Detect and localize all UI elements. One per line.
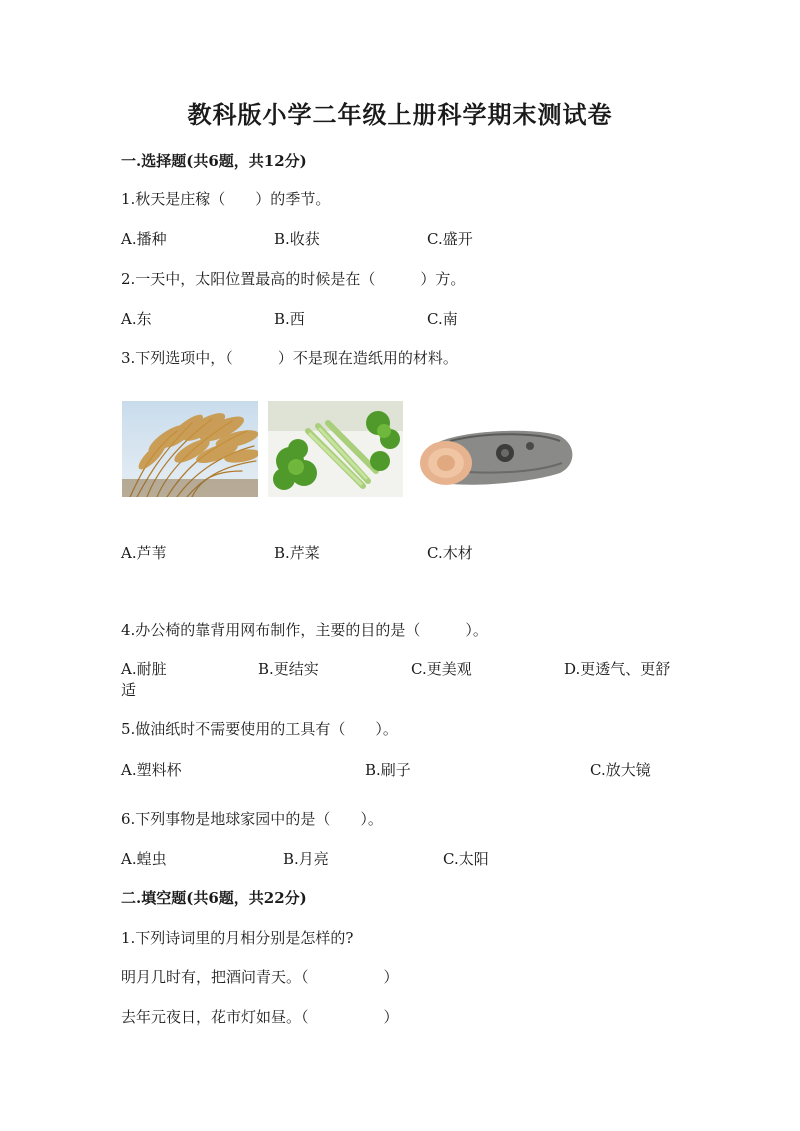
- option-a: A.东: [121, 310, 152, 328]
- option-b: B.收获: [274, 230, 320, 248]
- option-c: C.南: [427, 310, 458, 328]
- question-1: 1.秋天是庄稼（ ）的季节。: [121, 190, 331, 208]
- option-d: D.更透气、更舒: [564, 660, 671, 678]
- reed-image: [122, 401, 258, 497]
- option-c: C.放大镜: [590, 761, 651, 779]
- wood-log-image: [410, 401, 578, 497]
- celery-image: [268, 401, 403, 497]
- section-heading-choice: 一.选择题(共6题，共12分): [121, 152, 307, 170]
- question-6: 6.下列事物是地球家园中的是（ ）。: [121, 810, 383, 828]
- section-heading-fill-blank: 二.填空题(共6题，共22分): [121, 889, 307, 907]
- question-5: 5.做油纸时不需要使用的工具有（ ）。: [121, 720, 398, 738]
- option-c: C.盛开: [427, 230, 473, 248]
- option-c: C.太阳: [443, 850, 489, 868]
- option-b: B.西: [274, 310, 305, 328]
- option-b: B.更结实: [258, 660, 319, 678]
- option-c: C.更美观: [411, 660, 472, 678]
- option-a: A.芦苇: [121, 544, 167, 562]
- page-title: 教科版小学二年级上册科学期末测试卷: [187, 100, 613, 129]
- option-a: A.蝗虫: [121, 850, 167, 868]
- option-d-continuation: 适: [121, 681, 137, 699]
- option-a: A.塑料杯: [121, 761, 182, 779]
- option-b: B.月亮: [283, 850, 329, 868]
- poem-line-1: 明月几时有，把酒问青天。（ ）: [121, 968, 399, 986]
- question-2: 2.一天中，太阳位置最高的时候是在（ ）方。: [121, 270, 466, 288]
- question-fill-1: 1.下列诗词里的月相分别是怎样的?: [121, 929, 354, 947]
- question-3: 3.下列选项中，（ ）不是现在造纸用的材料。: [121, 349, 458, 367]
- option-c: C.木材: [427, 544, 473, 562]
- poem-line-2: 去年元夜日，花市灯如昼。（ ）: [121, 1008, 399, 1026]
- option-a: A.播种: [121, 230, 167, 248]
- option-b: B.刷子: [365, 761, 411, 779]
- option-a: A.耐脏: [121, 660, 167, 678]
- option-b: B.芹菜: [274, 544, 320, 562]
- question-4: 4.办公椅的靠背用网布制作，主要的目的是（ ）。: [121, 621, 488, 639]
